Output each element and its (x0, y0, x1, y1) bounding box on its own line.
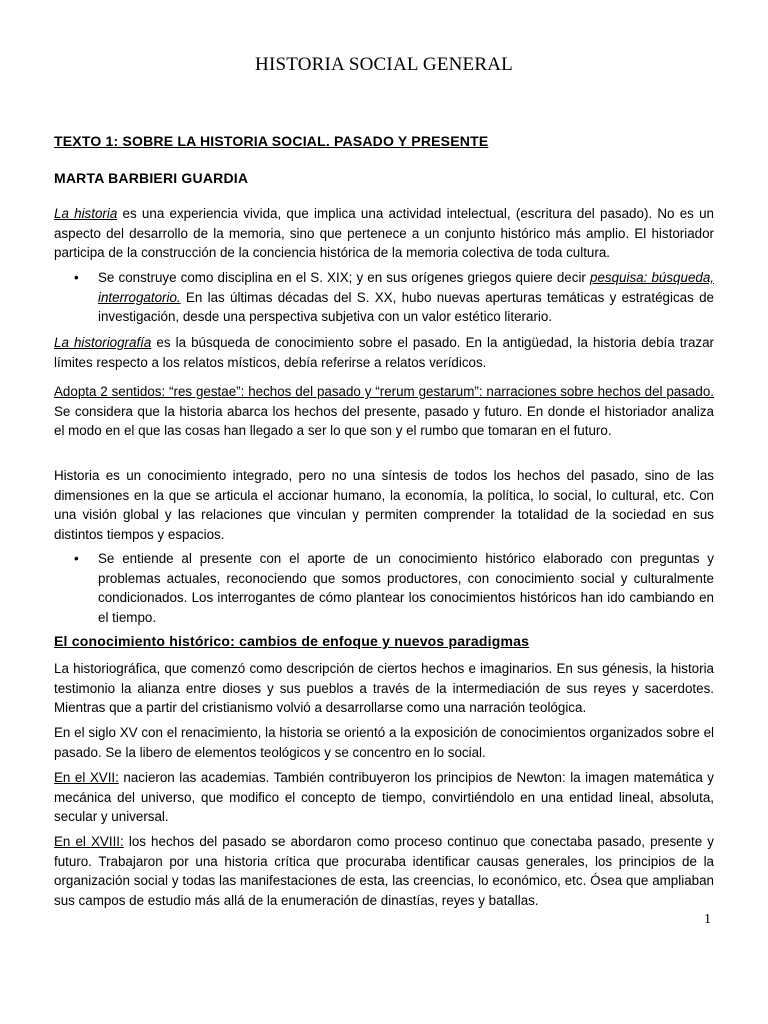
paragraph-text: es una experiencia vivida, que implica una actividad intelectual, (escritura del pasado). No es un aspecto del desarrollo de la memoria, sino que pertenece a un conjunto histórico más amplio. El historiador participa de la construcción de la conciencia histórica de la memoria colectiva de toda cultura. (54, 206, 714, 260)
bullet-text: En las últimas décadas del S. XX, hubo nuevas aperturas temáticas y estratégicas de investigación, desde una perspectiva subjetiva con un valor estético literario. (98, 289, 714, 324)
term-en-el-xviii: En el XVIII: (54, 834, 124, 849)
paragraph-siglo-xvii (54, 768, 714, 827)
bullet-item-presente: Se entiende al presente con el aporte de un conocimiento histórico elaborado con preguntas y problemas actuales, reconociendo que somos productores, con conocimiento social y culturalmente condicionados. Los interrogantes de cómo plantear los conocimientos históricos han ido cambiando en el tiempo. (98, 551, 714, 625)
paragraph-historiografia (54, 333, 714, 372)
term-la-historiografia: La historiografía (54, 335, 152, 350)
paragraph-siglo-xviii (54, 832, 714, 910)
term-dos-sentidos: Adopta 2 sentidos: “res gestae”: hechos del pasado y “rerum gestarum”: narraciones sobre hechos del pasado. (54, 384, 714, 399)
paragraph-dos-sentidos (54, 382, 714, 441)
bullet-item-disciplina (98, 268, 714, 327)
document-title: HISTORIA SOCIAL GENERAL (255, 54, 513, 75)
term-pesquisa: pesquisa: búsqueda, interrogatorio. (98, 270, 715, 305)
bullet-icon: • (74, 551, 79, 566)
page-number: 1 (704, 912, 711, 927)
paragraph-siglo-xv: En el siglo XV con el renacimiento, la historia se orientó a la exposición de conocimientos organizados sobre el pasado. Se la libero de elementos teológicos y se concentro en lo social. (54, 725, 714, 760)
term-la-historia: La historia (54, 206, 118, 221)
paragraph-historiografica: La historiográfica, que comenzó como descripción de ciertos hechos e imaginarios. En sus génesis, la historia testimonio la alianza entre dioses y sus pueblos a través de la intermediación de sus reyes y sacerdotes. Mientras que a partir del cristianismo volvió a desarrollarse como una narración teológica. (54, 661, 714, 715)
paragraph-text: nacieron las academias. También contribuyeron los principios de Newton: la imagen matemática y mecánica del universo, que modifico el concepto de tiempo, convirtiéndolo en una entidad lineal, absoluta, secular y universal. (54, 770, 714, 824)
paragraph-text: los hechos del pasado se abordaron como proceso continuo que conectaba pasado, presente y futuro. Trabajaron por una historia crítica que procuraba identificar causas generales, los principios de la organización social y todas las manifestaciones de esta, las creencias, lo económico, etc. Ósea que ampliaban sus campos de estudio más allá de la enumeración de dinastías, reyes y batallas. (54, 834, 714, 908)
paragraph-conocimiento-integrado: Historia es un conocimiento integrado, pero no una síntesis de todos los hechos del pasado, sino de las dimensiones en la que se articula el accionar humano, la economía, la política, lo social, lo cultural, etc. Con una visión global y las relaciones que vinculan y permiten comprender la totalidad de la sociedad en sus distintos tiempos y espacios. (54, 468, 714, 542)
bullet-icon: • (74, 270, 79, 285)
author-name: MARTA BARBIERI GUARDIA (54, 170, 249, 186)
section-heading-conocimiento-historico: El conocimiento histórico: cambios de enfoque y nuevos paradigmas (54, 633, 530, 649)
section-heading-texto-1: TEXTO 1: SOBRE LA HISTORIA SOCIAL. PASADO Y PRESENTE (54, 133, 489, 149)
paragraph-text: es la búsqueda de conocimiento sobre el pasado. En la antigüedad, la historia debía trazar límites respecto a los relatos místicos, debía referirse a relatos verídicos. (54, 335, 714, 370)
bullet-text: Se construye como disciplina en el S. XIX; y en sus orígenes griegos quiere decir (98, 270, 591, 285)
paragraph-text: Se considera que la historia abarca los hechos del presente, pasado y futuro. En donde el historiador analiza el modo en el que las cosas han llegado a ser lo que son y el rumbo que tomaran en el futuro. (54, 403, 714, 438)
term-en-el-xvii: En el XVII: (54, 770, 119, 785)
paragraph-la-historia (54, 204, 714, 263)
